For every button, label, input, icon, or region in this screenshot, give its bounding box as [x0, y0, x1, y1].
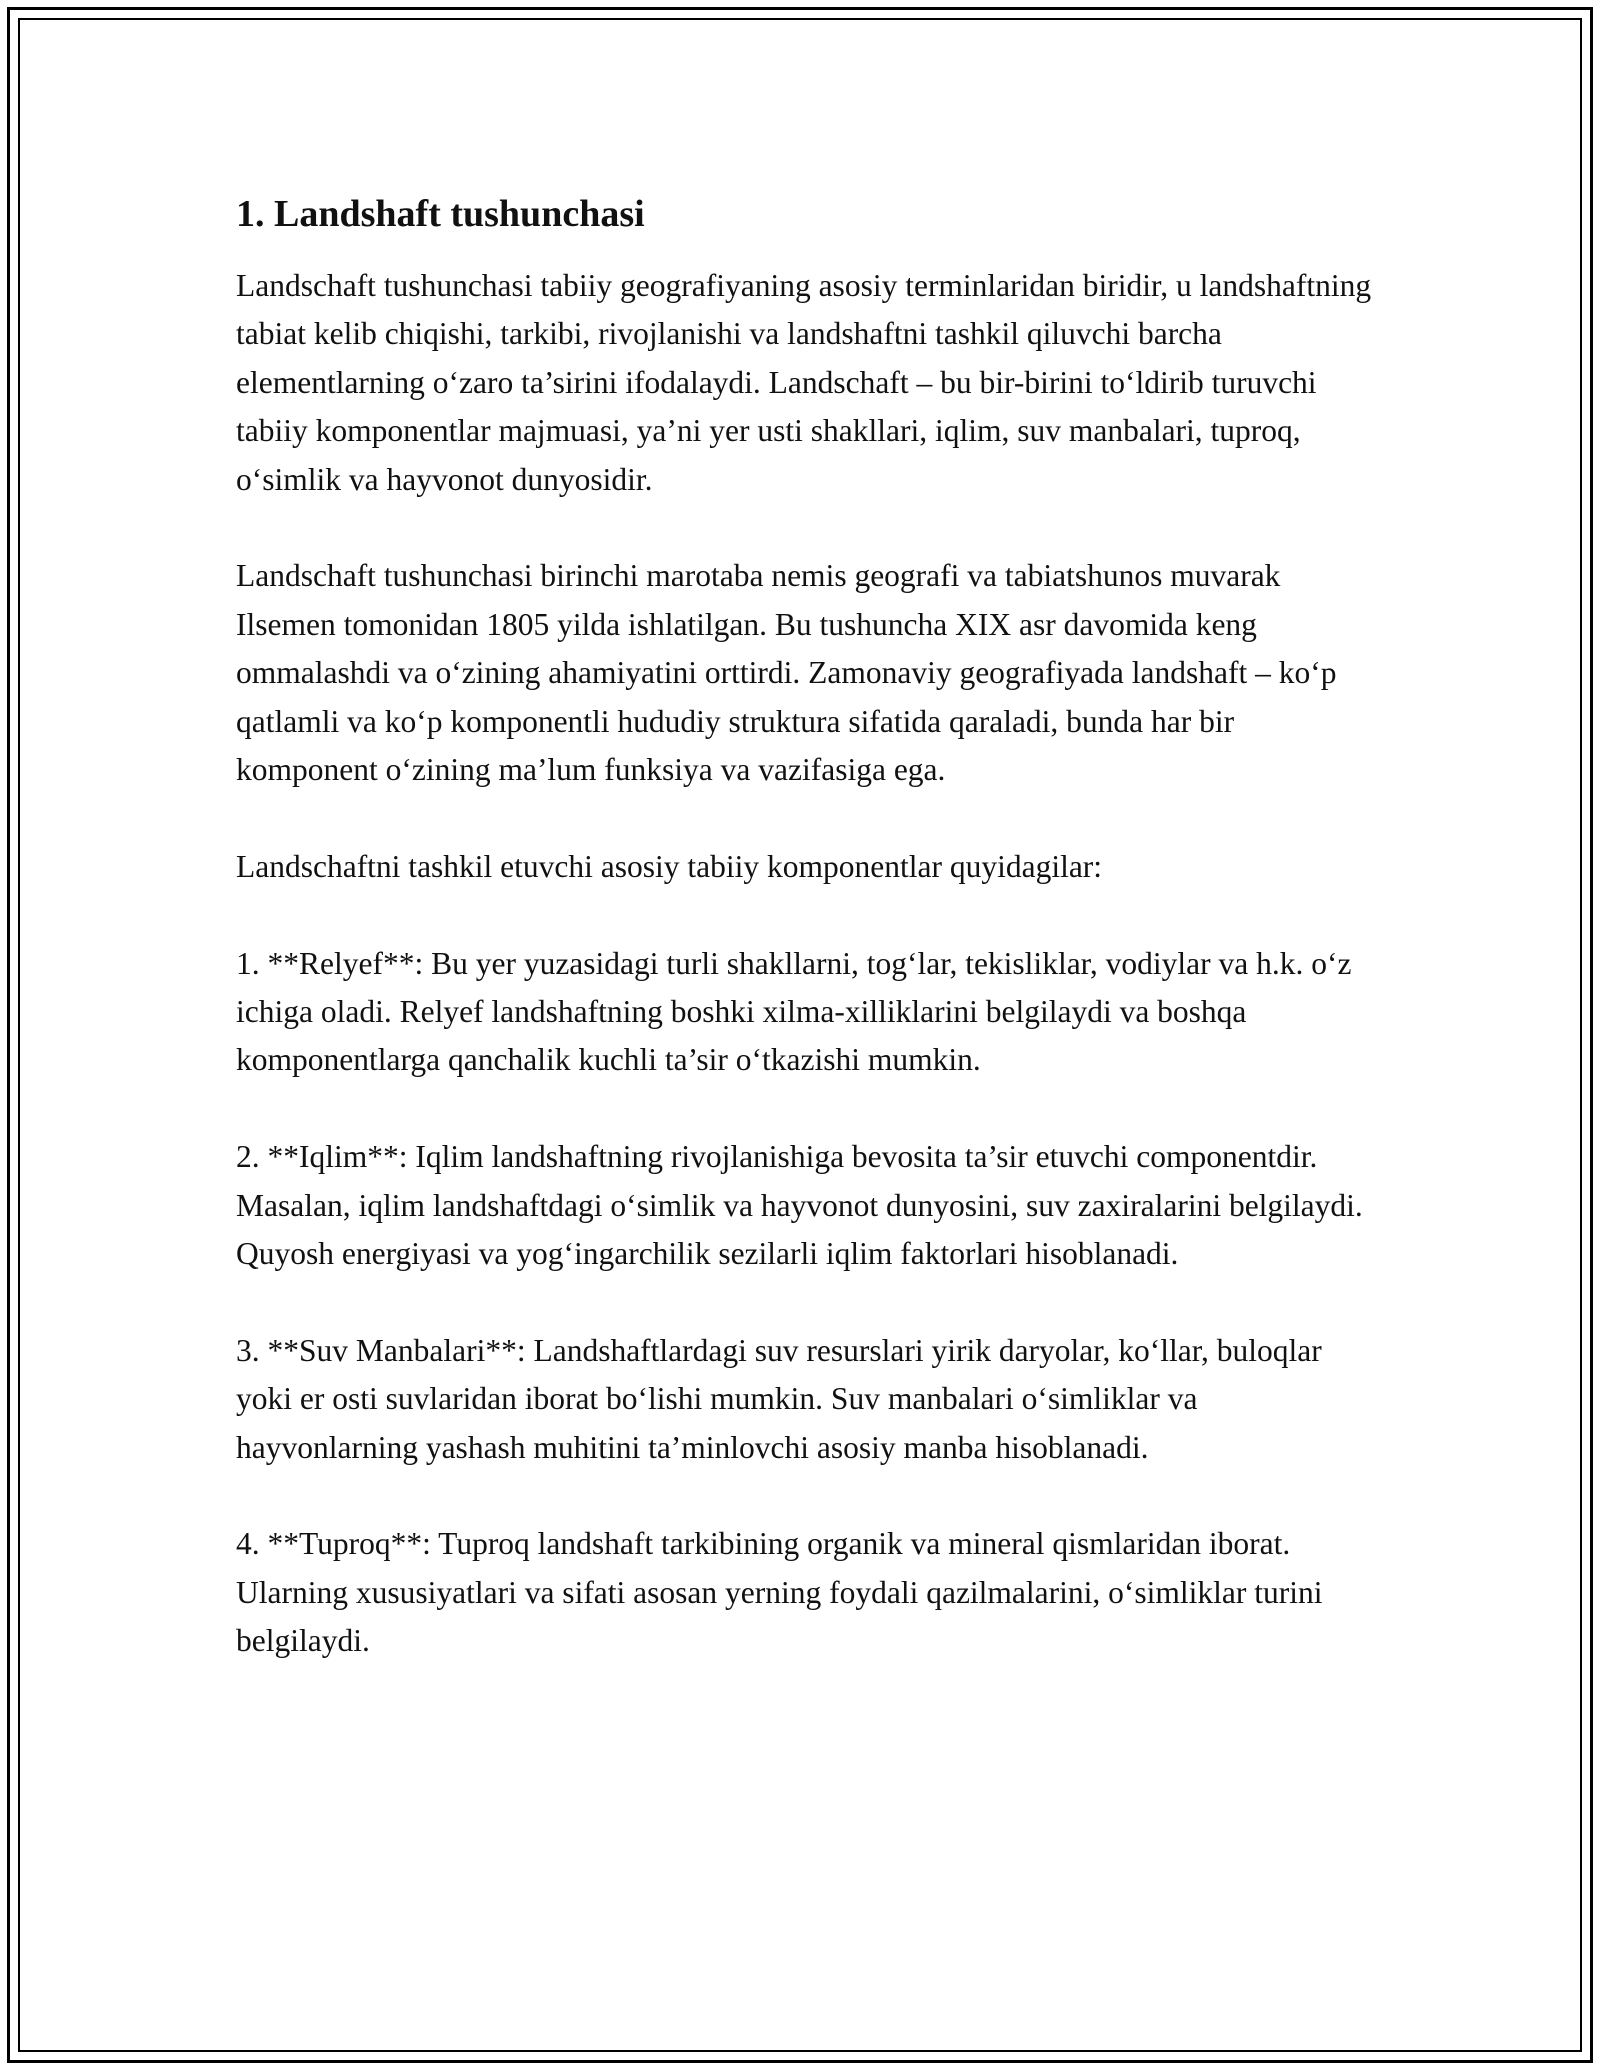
list-item-suv-manbalari: 3. **Suv Manbalari**: Landshaftlardagi suv resurslari yirik daryolar, ko‘llar, buloqlar yoki er osti suvlaridan iborat bo‘lishi mumkin. Suv manbalari o‘simliklar va hayvonlarning yashash muhitini ta’minlovchi asosiy manba hisoblanadi. — [236, 1332, 1322, 1465]
list-item-relyef: 1. **Relyef**: Bu yer yuzasidagi turli shakllarni, tog‘lar, tekisliklar, vodiylar va h.k. o‘z ichiga oladi. Relyef landshaftning boshki xilma-xilliklarini belgilaydi va boshqa komponentlarga qanchalik kuchli ta’sir o‘tkazishi mumkin. — [236, 945, 1352, 1078]
paragraph-history: Landschaft tushunchasi birinchi marotaba nemis geografi va tabiatshunos muvarak Ilsemen tomonidan 1805 yilda ishlatilgan. Bu tushuncha XIX asr davomida keng ommalashdi va o‘zining ahamiyatini orttirdi. Zamonaviy geografiyada landshaft – ko‘p qatlamli va ko‘p komponentli hududiy struktura sifatida qaraladi, bunda har bir komponent o‘zining ma’lum funksiya va vazifasiga ega. — [236, 558, 1337, 788]
document-body — [236, 188, 1376, 1714]
paragraph-definition: Landschaft tushunchasi tabiiy geografiyaning asosiy terminlaridan biridir, u landshaftning tabiat kelib chiqishi, tarkibi, rivojlanishi va landshaftni tashkil qiluvchi barcha elementlarning o‘zaro ta’sirini ifodalaydi. Landschaft – bu bir-birini to‘ldirib turuvchi tabiiy komponentlar majmuasi, ya’ni yer usti shakllari, iqlim, suv manbalari, tuproq, o‘simlik va hayvonot dunyosidir. — [236, 268, 1372, 497]
section-heading: 1. Landshaft tushunchasi — [236, 193, 645, 235]
list-item-iqlim: 2. **Iqlim**: Iqlim landshaftning rivojlanishiga bevosita ta’sir etuvchi componentdir. Masalan, iqlim landshaftdagi o‘simlik va hayvonot dunyosini, suv zaxiralarini belgilaydi. Quyosh energiyasi va yog‘ingarchilik sezilarli iqlim faktorlari hisoblanadi. — [236, 1139, 1363, 1272]
list-item-tuproq: 4. **Tuproq**: Tuproq landshaft tarkibining organik va mineral qismlaridan iborat. Ularning xususiyatlari va sifati asosan yerning foydali qazilmalarini, o‘simliklar turini belgilaydi. — [236, 1526, 1323, 1659]
paragraph-components-intro: Landschaftni tashkil etuvchi asosiy tabiiy komponentlar quyidagilar: — [236, 848, 1103, 884]
